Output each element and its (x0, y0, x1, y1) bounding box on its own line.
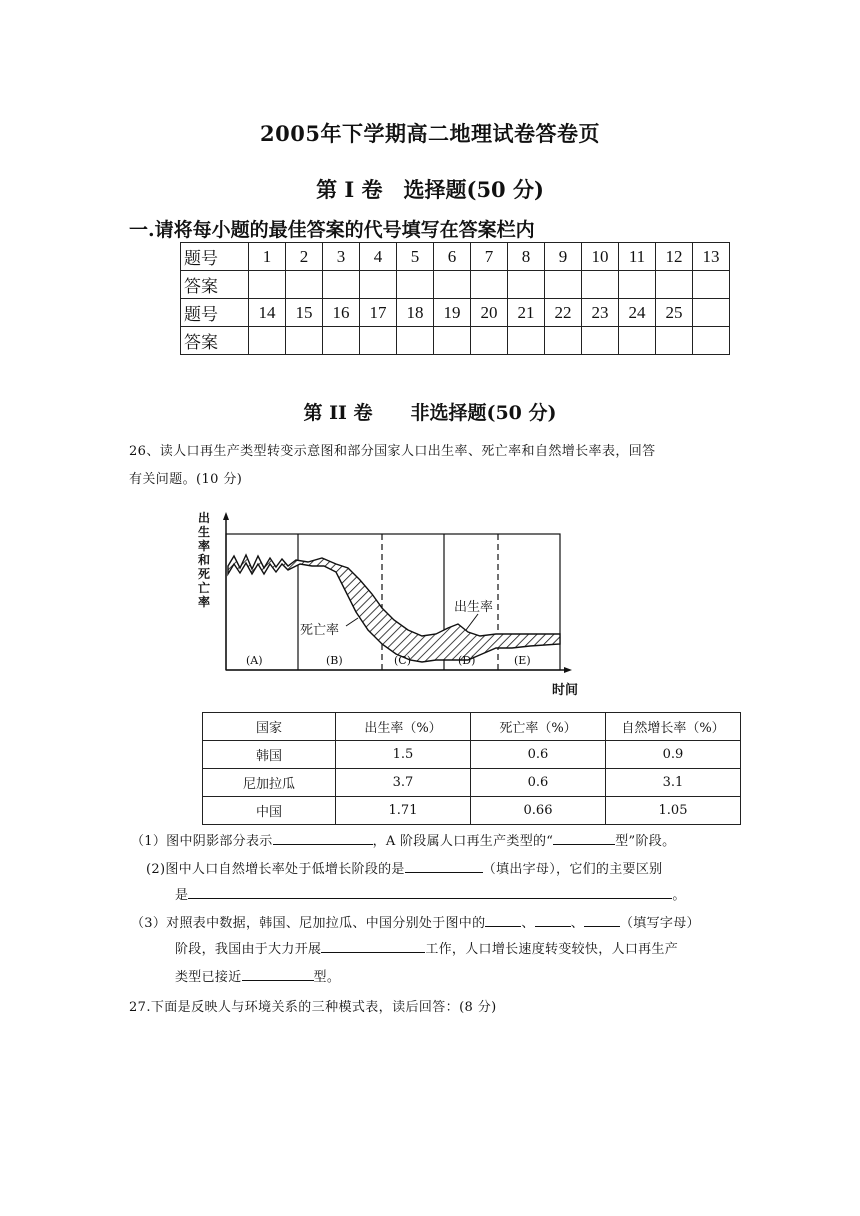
death-rate-label: 死亡率 (300, 623, 340, 638)
question-2 (146, 858, 662, 882)
birth-rate-pointer (466, 614, 478, 630)
question-number: 9 (545, 243, 582, 271)
question-text: （1）图中阴影部分表示 (131, 834, 273, 849)
birth-rate-label: 出生率 (454, 600, 494, 615)
answer-cell[interactable] (397, 271, 434, 299)
question-3 (131, 912, 700, 936)
answer-cell[interactable] (508, 271, 545, 299)
stage-label: (A) (246, 654, 263, 667)
question-number: 21 (508, 299, 545, 327)
answer-cell[interactable] (249, 271, 286, 299)
page-title: 2005年下学期高二地理试卷答卷页 (260, 121, 600, 146)
answer-cell[interactable] (286, 327, 323, 355)
y-label-char: 和 (198, 553, 211, 567)
question-text: 工作，人口增长速度转变较快，人口再生产 (425, 942, 679, 957)
country-cell: 尼加拉瓜 (203, 769, 336, 797)
column-header: 死亡率（%） (471, 713, 606, 741)
y-label-char: 率 (198, 539, 211, 553)
question-number: 11 (619, 243, 656, 271)
country-cell: 韩国 (203, 741, 336, 769)
answer-cell[interactable] (508, 327, 545, 355)
table-row (203, 741, 741, 769)
question-number: 16 (323, 299, 360, 327)
stage-label: (D) (458, 654, 476, 667)
table-row (203, 797, 741, 825)
question-number: 2 (286, 243, 323, 271)
answer-cell[interactable] (286, 271, 323, 299)
answer-blank[interactable] (273, 830, 373, 845)
question-number: 1 (249, 243, 286, 271)
y-label-char: 死 (198, 567, 211, 581)
y-label-char: 生 (198, 525, 211, 539)
answer-cell[interactable] (693, 271, 730, 299)
answer-grid-row-answers-2 (181, 327, 730, 355)
answer-blank[interactable] (584, 912, 620, 927)
question-number: 4 (360, 243, 397, 271)
value-cell: 3.7 (336, 769, 471, 797)
row-label: 题号 (181, 243, 249, 271)
question-number: 19 (434, 299, 471, 327)
y-label-char: 亡 (198, 581, 211, 595)
answer-cell[interactable] (582, 327, 619, 355)
value-cell: 0.66 (471, 797, 606, 825)
value-cell: 3.1 (606, 769, 741, 797)
question-number: 7 (471, 243, 508, 271)
answer-cell[interactable] (360, 271, 397, 299)
rates-table (202, 712, 741, 825)
question-number: 5 (397, 243, 434, 271)
question-number: 13 (693, 243, 730, 271)
section1-instruction: 一.请将每小题的最佳答案的代号填写在答案栏内 (129, 219, 535, 241)
stage-label: (C) (394, 654, 411, 667)
question-number: 18 (397, 299, 434, 327)
question-number: 12 (656, 243, 693, 271)
question-text: (2)图中人口自然增长率处于低增长阶段的是 (146, 862, 405, 877)
section1-heading: 第 I 卷 选择题(50 分) (316, 177, 544, 202)
question-text: 。 (672, 888, 686, 903)
x-axis-label: 时间 (552, 683, 579, 698)
question-1 (131, 830, 675, 854)
value-cell: 1.05 (606, 797, 741, 825)
question-number: 10 (582, 243, 619, 271)
q26-line2: 有关问题。(10 分) (129, 472, 243, 487)
column-header: 出生率（%） (336, 713, 471, 741)
stage-label: (B) (326, 654, 343, 667)
answer-cell[interactable] (471, 271, 508, 299)
row-label: 答案 (181, 271, 249, 299)
natural-increase-area (228, 555, 560, 662)
answer-cell[interactable] (693, 327, 730, 355)
question-number: 24 (619, 299, 656, 327)
question-text: 阶段，我国由于大力开展 (175, 942, 322, 957)
question-text: （填写字母） (620, 916, 700, 931)
answer-cell[interactable] (545, 327, 582, 355)
value-cell: 1.71 (336, 797, 471, 825)
answer-cell[interactable] (582, 271, 619, 299)
y-axis-arrow (223, 512, 229, 520)
question-text: ，A 阶段属人口再生产类型的“ (372, 834, 554, 849)
answer-cell[interactable] (434, 271, 471, 299)
question-text: 类型已接近 (175, 970, 242, 985)
q27-text: 27.下面是反映人与环境关系的三种模式表，读后回答：(8 分) (129, 1000, 497, 1015)
question-2-cont (175, 884, 686, 908)
question-number: 6 (434, 243, 471, 271)
answer-blank[interactable] (405, 858, 483, 873)
separator: 、 (521, 916, 535, 931)
answer-cell[interactable] (397, 327, 434, 355)
death-rate-pointer (346, 618, 358, 626)
question-number: 20 (471, 299, 508, 327)
y-axis-label (198, 510, 210, 609)
demographic-transition-diagram (196, 508, 596, 703)
y-label-char: 出 (198, 511, 211, 525)
answer-cell[interactable] (656, 271, 693, 299)
question-number: 22 (545, 299, 582, 327)
question-number: 17 (360, 299, 397, 327)
question-text: （3）对照表中数据，韩国、尼加拉瓜、中国分别处于图中的 (131, 916, 486, 931)
row-label: 答案 (181, 327, 249, 355)
answer-grid-row-answers-1 (181, 271, 730, 299)
country-cell: 中国 (203, 797, 336, 825)
value-cell: 0.6 (471, 769, 606, 797)
answer-grid-row-numbers-2 (181, 299, 730, 327)
y-label-char: 率 (198, 595, 211, 609)
answer-cell[interactable] (249, 327, 286, 355)
value-cell: 0.9 (606, 741, 741, 769)
question-number (693, 299, 730, 327)
value-cell: 1.5 (336, 741, 471, 769)
question-number: 3 (323, 243, 360, 271)
question-number: 15 (286, 299, 323, 327)
row-label: 题号 (181, 299, 249, 327)
answer-blank[interactable] (535, 912, 571, 927)
answer-cell[interactable] (323, 271, 360, 299)
answer-blank[interactable] (242, 966, 314, 981)
column-header: 国家 (203, 713, 336, 741)
answer-cell[interactable] (360, 327, 397, 355)
question-number: 25 (656, 299, 693, 327)
answer-cell[interactable] (619, 271, 656, 299)
answer-cell[interactable] (619, 327, 656, 355)
q26-line1: 26、读人口再生产类型转变示意图和部分国家人口出生率、死亡率和自然增长率表，回答 (129, 444, 656, 459)
stage-label: (E) (514, 654, 531, 667)
section2-heading: 第 II 卷 非选择题(50 分) (303, 402, 557, 424)
answer-blank[interactable] (553, 830, 615, 845)
answer-cell[interactable] (434, 327, 471, 355)
separator: 、 (570, 916, 584, 931)
answer-cell[interactable] (471, 327, 508, 355)
question-number: 8 (508, 243, 545, 271)
question-3-cont (175, 938, 678, 962)
question-number: 14 (249, 299, 286, 327)
question-text: 型”阶段。 (615, 834, 676, 849)
question-3-cont2 (175, 966, 340, 990)
question-text: 是 (175, 888, 189, 903)
x-axis-arrow (564, 667, 572, 673)
question-text: （填出字母），它们的主要区别 (482, 862, 663, 877)
answer-blank[interactable] (485, 912, 521, 927)
answer-cell[interactable] (656, 327, 693, 355)
answer-grid-row-numbers-1 (181, 243, 730, 271)
answer-cell[interactable] (323, 327, 360, 355)
answer-blank[interactable] (188, 884, 672, 899)
value-cell: 0.6 (471, 741, 606, 769)
table-row (203, 769, 741, 797)
answer-cell[interactable] (545, 271, 582, 299)
question-text: 型。 (313, 970, 341, 985)
column-header: 自然增长率（%） (606, 713, 741, 741)
answer-grid (180, 242, 730, 355)
question-number: 23 (582, 299, 619, 327)
answer-blank[interactable] (321, 938, 425, 953)
rates-header-row (203, 713, 741, 741)
